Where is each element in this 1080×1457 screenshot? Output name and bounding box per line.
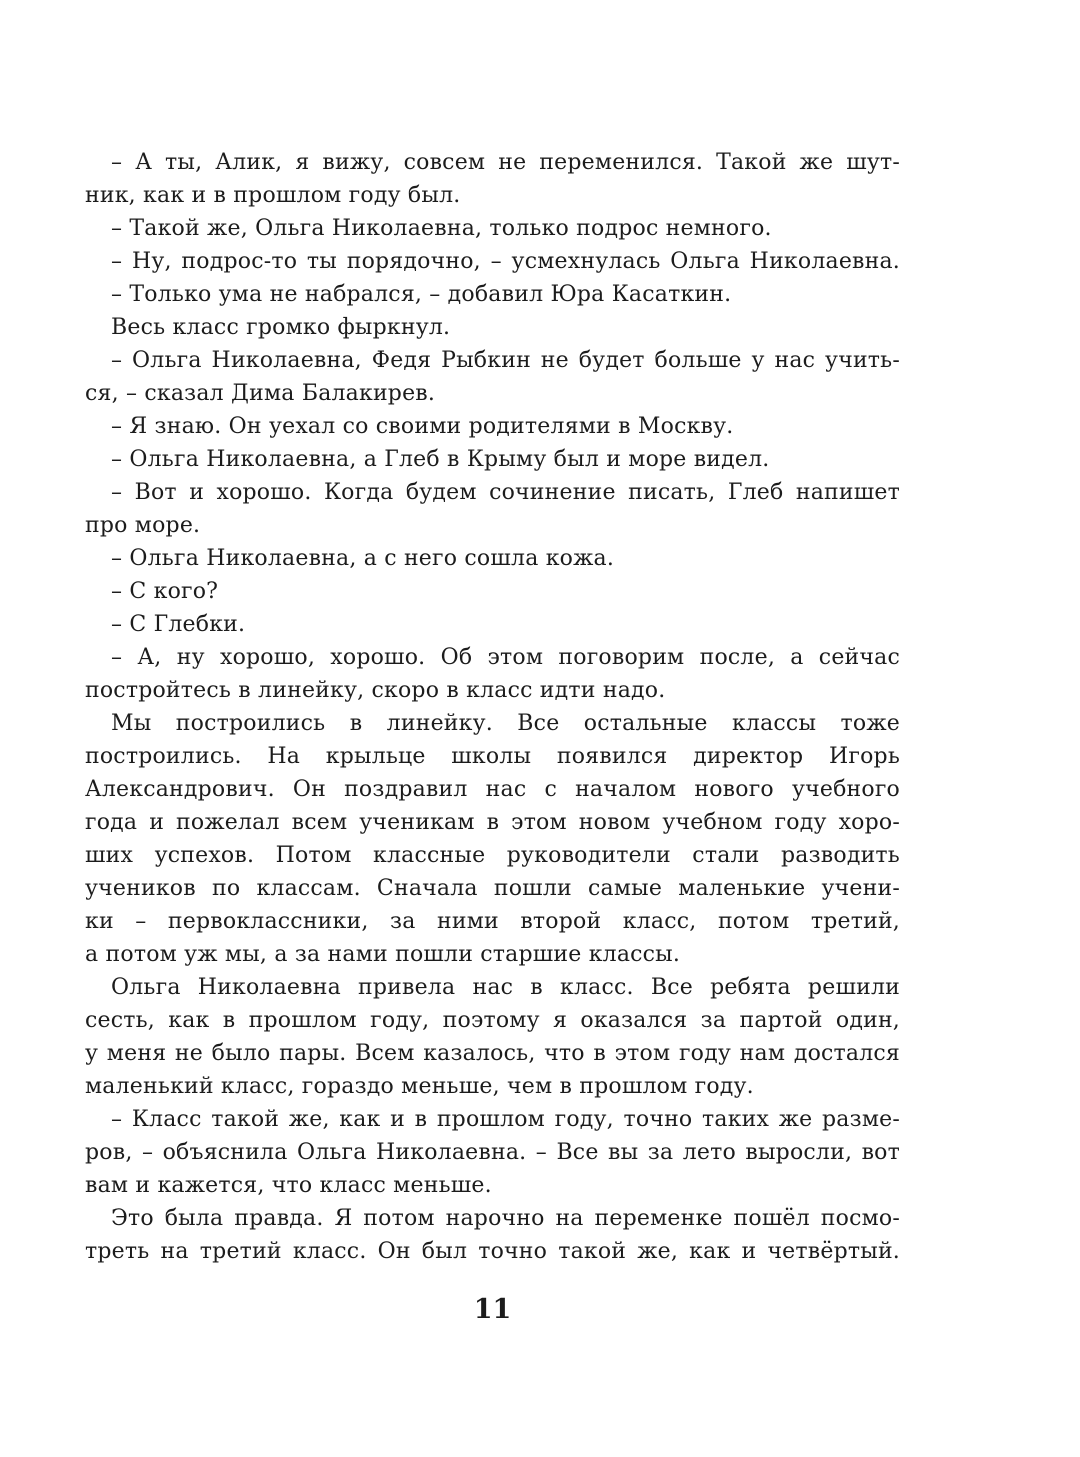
text-line: – А, ну хорошо, хорошо. Об этом поговорим после, а сейчас bbox=[111, 645, 900, 670]
text-line: года и пожелал всем ученикам в этом новом учебном году хоро- bbox=[85, 810, 900, 835]
text-line: – Такой же, Ольга Николаевна, только подрос немного. bbox=[111, 216, 772, 241]
text-line: Александрович. Он поздравил нас с началом нового учебного bbox=[85, 777, 900, 802]
page-number: 11 bbox=[473, 1294, 512, 1325]
text-line: – А ты, Алик, я вижу, совсем не переменился. Такой же шут- bbox=[111, 150, 900, 175]
text-line: – С кого? bbox=[111, 579, 219, 604]
text-line: – С Глебки. bbox=[111, 612, 246, 637]
text-line: ник, как и в прошлом году был. bbox=[85, 183, 461, 208]
text-line: – Только ума не набрался, – добавил Юра Касаткин. bbox=[111, 282, 732, 307]
text-line: треть на третий класс. Он был точно такой же, как и четвёртый. bbox=[85, 1239, 900, 1264]
text-line: ров, – объяснила Ольга Николаевна. – Все вы за лето выросли, вот bbox=[85, 1140, 900, 1165]
text-line: маленький класс, гораздо меньше, чем в прошлом году. bbox=[85, 1074, 754, 1099]
text-line: – Класс такой же, как и в прошлом году, точно таких же разме- bbox=[111, 1107, 900, 1132]
text-line: Весь класс громко фыркнул. bbox=[111, 315, 451, 340]
text-line: учеников по классам. Сначала пошли самые маленькие учени- bbox=[85, 876, 900, 901]
text-line: постройтесь в линейку, скоро в класс идти надо. bbox=[85, 678, 666, 703]
text-line: – Я знаю. Он уехал со своими родителями в Москву. bbox=[111, 414, 734, 439]
text-line: – Ольга Николаевна, Федя Рыбкин не будет больше у нас учить- bbox=[111, 348, 900, 373]
text-line: про море. bbox=[85, 513, 201, 538]
text-line: – Ну, подрос-то ты порядочно, – усмехнулась Ольга Николаевна. bbox=[111, 249, 900, 274]
text-line: вам и кажется, что класс меньше. bbox=[85, 1173, 492, 1198]
text-line: ся, – сказал Дима Балакирев. bbox=[85, 381, 436, 406]
text-line: Ольга Николаевна привела нас в класс. Все ребята решили bbox=[111, 975, 900, 1000]
text-line: у меня не было пары. Всем казалось, что в этом году нам достался bbox=[85, 1041, 900, 1066]
text-line: ших успехов. Потом классные руководители стали разводить bbox=[85, 843, 900, 868]
text-line: построились. На крыльце школы появился директор Игорь bbox=[85, 744, 900, 769]
text-line: Это была правда. Я потом нарочно на переменке пошёл посмо- bbox=[111, 1206, 900, 1231]
text-block bbox=[85, 146, 900, 1268]
text-line: а потом уж мы, а за нами пошли старшие классы. bbox=[85, 942, 681, 967]
text-line: сесть, как в прошлом году, поэтому я оказался за партой один, bbox=[85, 1008, 900, 1033]
text-line: – Ольга Николаевна, а с него сошла кожа. bbox=[111, 546, 615, 571]
text-line: Мы построились в линейку. Все остальные классы тоже bbox=[111, 711, 900, 736]
text-line: ки – первоклассники, за ними второй класс, потом третий, bbox=[85, 909, 900, 934]
text-line: – Вот и хорошо. Когда будем сочинение писать, Глеб напишет bbox=[111, 480, 900, 505]
text-line: – Ольга Николаевна, а Глеб в Крыму был и море видел. bbox=[111, 447, 770, 472]
